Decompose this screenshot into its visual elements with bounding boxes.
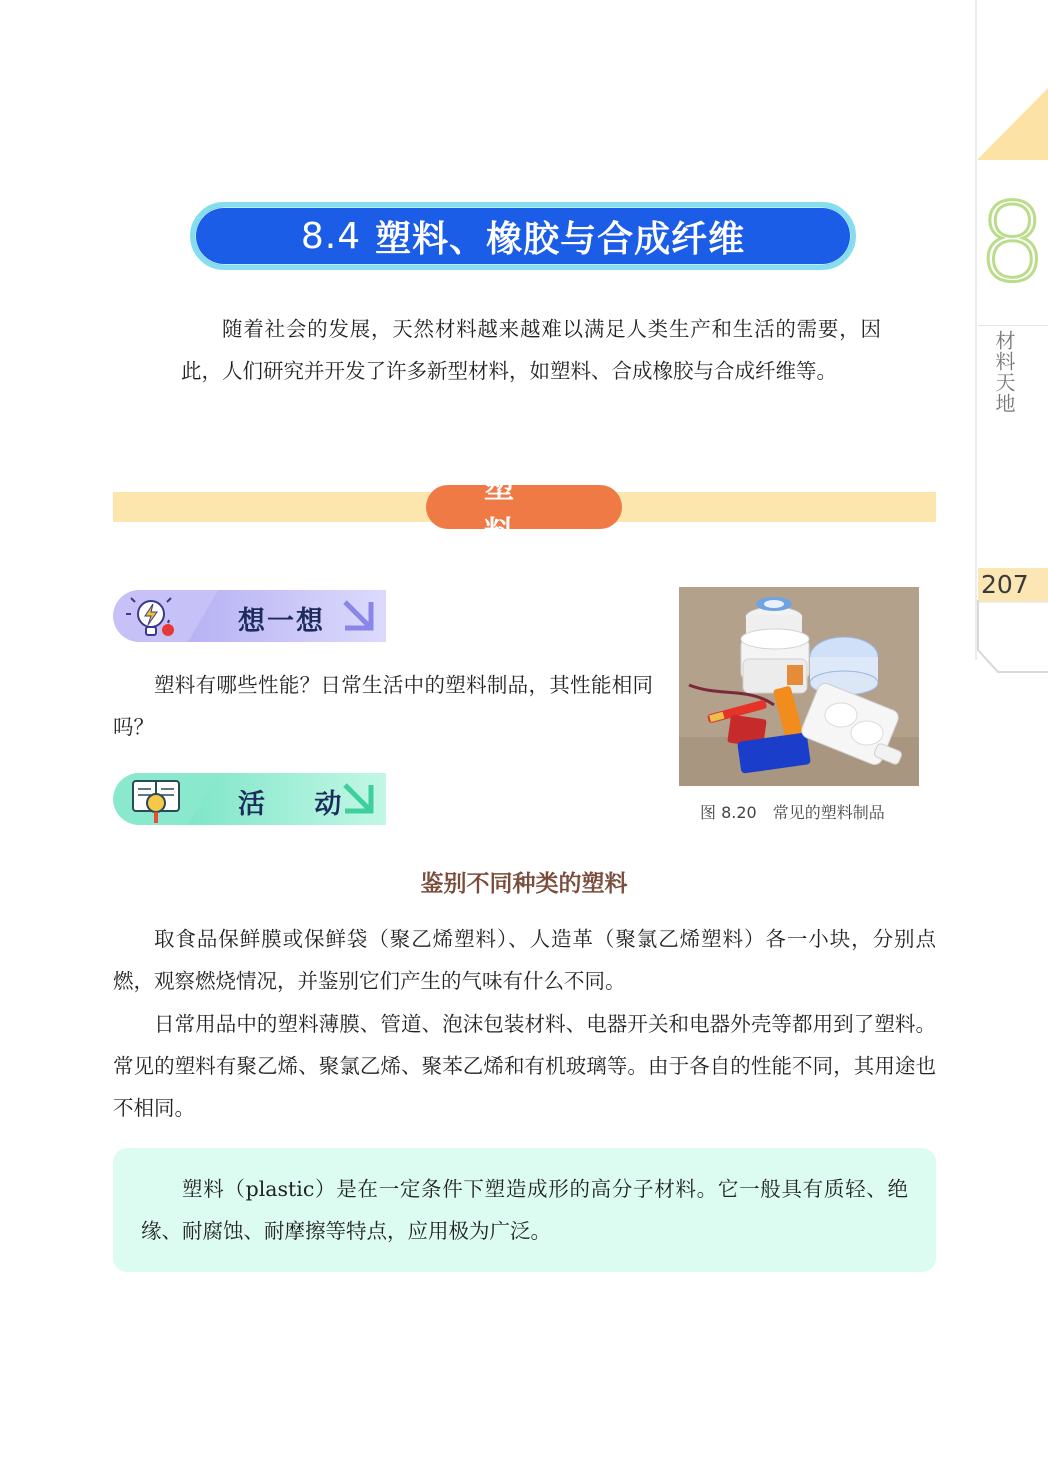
margin-tab-bottom xyxy=(975,600,1048,680)
plastic-products-photo xyxy=(679,587,919,786)
chapter-name: 材料天地 xyxy=(992,330,1016,414)
definition-text: 塑料（plastic）是在一定条件下塑造成形的高分子材料。它一般具有质轻、绝缘、耐腐蚀、耐摩擦等特点，应用极为广泛。 xyxy=(141,1177,908,1243)
body-paragraph: 日常用品中的塑料薄膜、管道、泡沫包装材料、电器开关和电器外壳等都用到了塑料。常见的塑料有聚乙烯、聚氯乙烯、聚苯乙烯和有机玻璃等。由于各自的性能不同，其用途也不相同。 xyxy=(113,1012,936,1120)
section-heading: 塑料 xyxy=(426,485,622,529)
activity-text: 取食品保鲜膜或保鲜袋（聚乙烯塑料）、人造革（聚氯乙烯塑料）各一小块，分别点燃，观察燃烧情况，并鉴别它们产生的气味有什么不同。 xyxy=(113,927,936,993)
margin-separator xyxy=(978,325,1048,326)
chapter-number: 8 xyxy=(978,181,1047,306)
intro-paragraph: 随着社会的发展，天然材料越来越难以满足人类生产和生活的需要，因此，人们研究并开发了许多新型材料，如塑料、合成橡胶与合成纤维等。 xyxy=(181,317,881,383)
definition-box xyxy=(113,1148,936,1272)
activity-badge xyxy=(113,773,386,825)
think-question-text: 塑料有哪些性能？日常生活中的塑料制品，其性能相同吗？ xyxy=(113,673,653,739)
page-number: 207 xyxy=(981,570,1029,599)
think-badge xyxy=(113,590,386,642)
section-title-text: 塑料、橡胶与合成纤维 xyxy=(375,218,746,260)
figure-caption xyxy=(700,800,885,823)
margin-triangle-decoration xyxy=(975,80,1048,160)
think-question xyxy=(113,664,653,748)
section-title xyxy=(190,202,856,270)
figure-number: 图 8.20 xyxy=(700,803,757,822)
activity-title: 鉴别不同种类的塑料 xyxy=(420,871,628,897)
think-label: 想一想 xyxy=(238,606,325,637)
section-number: 8.4 xyxy=(300,215,362,257)
activity-label: 活 动 xyxy=(238,789,362,820)
figure-caption-text: 常见的塑料制品 xyxy=(772,803,885,822)
